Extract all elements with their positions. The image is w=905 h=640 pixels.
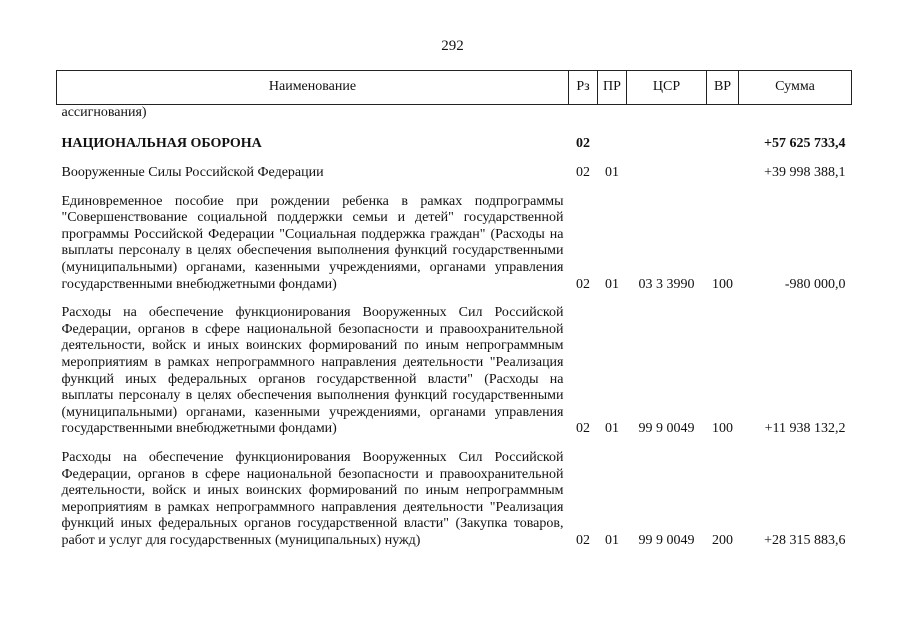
table-row [57, 305, 852, 438]
page-number: 292 [441, 38, 464, 54]
row-rz: 02 [576, 276, 590, 292]
row-name: Расходы на обеспечение функционирования Вооруженных Сил Российской Федерации, органов в сфере национальной безопасности и правоохранительной деятельности, войск и иных воинских формирований по иным непрограммным мероприятиям в рамках непрограммного направления деятельности "Реализация функций иных федеральных органов государственной власти" (Расходы на выплаты персоналу в целях обеспечения выполнения функций государственными (муниципальными) органами, казенными учреждениями, органами управления государственными внебюджетными фондами) [61, 305, 564, 437]
table-header [57, 71, 852, 105]
header-csr: ЦСР [627, 71, 707, 105]
row-csr: 03 3 3990 [638, 276, 695, 292]
header-name: Наименование [57, 71, 569, 105]
row-pr: 01 [605, 276, 619, 292]
row-pr: 01 [605, 532, 619, 548]
row-vr: 100 [712, 421, 733, 437]
row-csr: 99 9 0049 [638, 532, 695, 548]
table-row [57, 165, 852, 182]
header-sum: Сумма [739, 71, 852, 105]
row-sum: +28 315 883,6 [764, 532, 846, 548]
row-name: Единовременное пособие при рождении ребенка в рамках подпрограммы "Совершенствование социальной поддержки семьи и детей" государственной программы Российской Федерации "Социальная поддержка граждан" (Расходы на выплаты персоналу в целях обеспечения выполнения функций государственными (муниципальными) органами, казенными учреждениями, органами управления государственными внебюджетными фондами) [61, 193, 564, 292]
row-rz: 02 [576, 421, 590, 437]
row-pr: 01 [605, 165, 619, 180]
section-name: НАЦИОНАЛЬНАЯ ОБОРОНА [61, 136, 262, 152]
row-csr [627, 165, 707, 182]
row-name: Вооруженные Силы Российской Федерации [61, 165, 324, 180]
row-sum: +39 998 388,1 [764, 165, 846, 180]
continuation-text: ассигнования) [61, 105, 147, 121]
header-row [57, 71, 852, 105]
section-rz: 02 [576, 136, 590, 152]
row-vr [707, 165, 739, 182]
section-sum: +57 625 733,4 [764, 136, 846, 152]
section-row [57, 134, 852, 153]
header-rz: Рз [569, 71, 598, 105]
row-sum: +11 938 132,2 [764, 421, 846, 437]
row-vr: 200 [712, 532, 733, 548]
row-pr: 01 [605, 421, 619, 437]
row-rz: 02 [576, 532, 590, 548]
header-vr: ВР [707, 71, 739, 105]
row-csr: 99 9 0049 [638, 421, 695, 437]
row-vr: 100 [712, 276, 733, 292]
table-row [57, 194, 852, 294]
row-rz: 02 [576, 165, 590, 180]
continuation-row [57, 105, 852, 123]
budget-table [56, 70, 852, 549]
header-pr: ПР [598, 71, 627, 105]
row-sum: -980 000,0 [784, 276, 846, 292]
table-row [57, 450, 852, 550]
row-name: Расходы на обеспечение функционирования Вооруженных Сил Российской Федерации, органов в сфере национальной безопасности и правоохранительной деятельности, войск и иных воинских формирований по иным непрограммным мероприятиям в рамках непрограммного направления деятельности "Реализация функций иных федеральных органов государственной власти" (Закупка товаров, работ и услуг для государственных (муниципальных) нужд) [61, 449, 564, 548]
